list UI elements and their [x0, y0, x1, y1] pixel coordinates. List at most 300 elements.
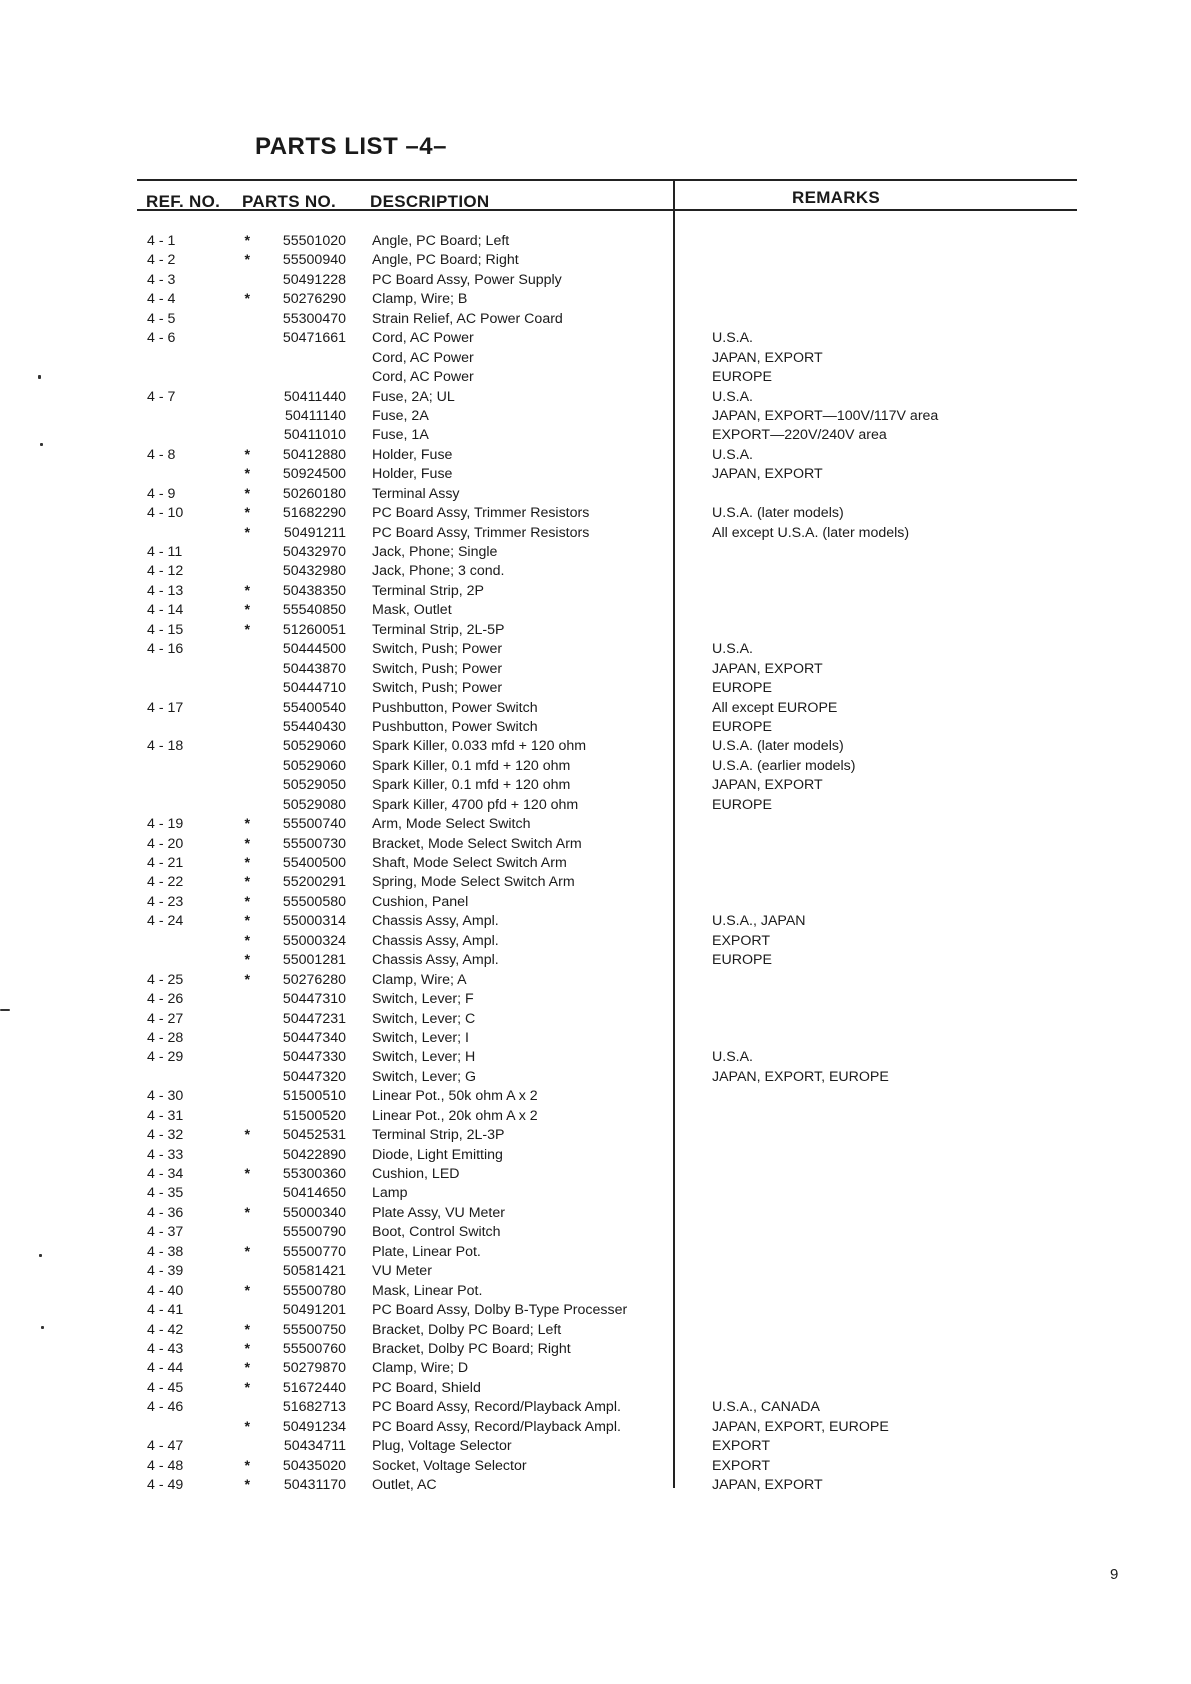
new-part-marker: * [244, 835, 250, 852]
remarks-cell: U.S.A. (earlier models) [712, 757, 856, 774]
description-cell: Spark Killer, 4700 pfd + 120 ohm [372, 796, 579, 813]
ref-no-cell: 4 - 11 [147, 544, 183, 560]
table-row [0, 426, 1191, 445]
parts-no-cell: 51682713 [282, 1399, 346, 1416]
parts-no-cell: 55500770 [282, 1243, 346, 1260]
new-part-marker: * [244, 524, 250, 541]
description-cell: Pushbutton, Power Switch [372, 699, 538, 716]
description-cell: Strain Relief, AC Power Coard [372, 310, 563, 327]
parts-no-cell: 50432980 [282, 563, 346, 580]
new-part-marker: * [244, 485, 250, 502]
table-row [0, 271, 1191, 290]
ref-no-cell: 4 - 49 [147, 1477, 184, 1493]
ref-no-cell: 4 - 7 [147, 388, 176, 405]
description-cell: Linear Pot., 50k ohm A x 2 [372, 1088, 538, 1105]
parts-no-cell: 50447330 [282, 1049, 346, 1066]
description-cell: Plate Assy, VU Meter [372, 1204, 505, 1221]
remarks-cell: EXPORT [712, 932, 771, 949]
new-part-marker: * [244, 1340, 250, 1357]
description-cell: Cushion, LED [372, 1166, 460, 1182]
table-row [0, 582, 1191, 601]
new-part-marker: * [244, 1457, 250, 1474]
description-cell: Holder, Fuse [372, 446, 453, 463]
table-row [0, 388, 1191, 407]
scan-speck [41, 1326, 44, 1329]
table-row [0, 990, 1191, 1009]
description-cell: Switch, Lever; H [372, 1049, 476, 1066]
parts-no-cell: 55500580 [282, 893, 346, 910]
ref-no-cell: 4 - 32 [147, 1127, 184, 1144]
new-part-marker: * [244, 291, 250, 308]
ref-no-cell: 4 - 18 [147, 738, 184, 755]
parts-no-cell: 50529050 [282, 777, 346, 794]
description-cell: Spark Killer, 0.1 mfd + 120 ohm [372, 757, 571, 774]
parts-no-cell: 55300470 [282, 310, 346, 327]
new-part-marker: * [244, 602, 250, 619]
description-cell: Chassis Assy, Ampl. [372, 952, 499, 969]
description-cell: Clamp, Wire; A [372, 971, 467, 988]
table-row [0, 349, 1191, 368]
description-cell: Fuse, 1A [372, 427, 429, 444]
parts-no-cell: 50447340 [282, 1029, 346, 1046]
parts-no-cell: 55500730 [282, 835, 346, 852]
table-row [0, 1262, 1191, 1281]
table-row [0, 815, 1191, 834]
table-row [0, 679, 1191, 698]
new-part-marker: * [244, 252, 250, 269]
remarks-cell: EXPORT—220V/240V area [712, 427, 887, 444]
table-row [0, 232, 1191, 251]
parts-no-cell: 55400500 [282, 855, 346, 871]
parts-no-cell: 51260051 [282, 621, 346, 638]
parts-no-cell: 55000314 [282, 913, 346, 930]
scan-speck [40, 443, 43, 446]
parts-no-cell: 50431170 [283, 1477, 346, 1493]
remarks-cell: EUROPE [712, 952, 772, 969]
ref-no-cell: 4 - 15 [147, 621, 184, 638]
remarks-cell: JAPAN, EXPORT [712, 777, 823, 794]
table-row [0, 601, 1191, 620]
table-row [0, 776, 1191, 795]
scan-speck [38, 375, 41, 379]
table-row [0, 1340, 1191, 1359]
description-cell: Holder, Fuse [372, 466, 453, 483]
description-cell: Mask, Outlet [372, 602, 452, 619]
ref-no-cell: 4 - 45 [147, 1379, 184, 1396]
description-cell: PC Board Assy, Trimmer Resistors [372, 524, 590, 541]
table-row [0, 854, 1191, 873]
new-part-marker: * [244, 874, 250, 891]
parts-no-cell: 50452531 [282, 1127, 346, 1144]
table-row [0, 1437, 1191, 1456]
table-row [0, 718, 1191, 737]
ref-no-cell: 4 - 20 [147, 835, 184, 852]
parts-no-cell: 55500780 [282, 1282, 346, 1299]
parts-no-cell: 50411010 [283, 427, 346, 444]
description-cell: Switch, Lever; F [372, 991, 474, 1008]
description-cell: Angle, PC Board; Left [372, 233, 510, 249]
parts-no-cell: 55501020 [282, 233, 346, 249]
table-row [0, 951, 1191, 970]
remarks-cell: EXPORT [712, 1438, 771, 1455]
table-row [0, 1184, 1191, 1203]
ref-no-cell: 4 - 40 [147, 1282, 184, 1299]
table-row [0, 932, 1191, 951]
parts-no-cell: 50924500 [282, 466, 346, 483]
ref-no-cell: 4 - 23 [147, 893, 184, 910]
new-part-marker: * [244, 621, 250, 638]
remarks-cell: EUROPE [712, 369, 772, 386]
description-cell: Angle, PC Board; Right [372, 252, 519, 269]
parts-no-cell: 50529080 [282, 796, 346, 813]
table-row [0, 1223, 1191, 1242]
ref-no-cell: 4 - 16 [147, 641, 184, 658]
ref-no-cell: 4 - 43 [147, 1340, 184, 1357]
description-cell: Clamp, Wire; B [372, 291, 468, 308]
description-cell: Socket, Voltage Selector [372, 1457, 527, 1474]
parts-no-cell: 50447320 [282, 1068, 346, 1085]
table-row [0, 1087, 1191, 1106]
ref-no-cell: 4 - 13 [147, 582, 184, 599]
table-row [0, 621, 1191, 640]
new-part-marker: * [244, 816, 250, 833]
table-top-rule [137, 179, 1077, 181]
table-row [0, 1029, 1191, 1048]
description-cell: Mask, Linear Pot. [372, 1282, 483, 1299]
table-row [0, 1379, 1191, 1398]
table-row [0, 893, 1191, 912]
parts-no-cell: 50438350 [282, 582, 346, 599]
parts-no-cell: 55000340 [282, 1204, 346, 1221]
ref-no-cell: 4 - 10 [147, 505, 184, 522]
description-cell: Cord, AC Power [372, 330, 474, 347]
column-header-parts-no: PARTS NO. [242, 192, 337, 211]
ref-no-cell: 4 - 33 [147, 1146, 184, 1163]
ref-no-cell: 4 - 47 [147, 1438, 184, 1455]
ref-no-cell: 4 - 1 [147, 233, 176, 249]
ref-no-cell: 4 - 12 [147, 563, 184, 580]
new-part-marker: * [244, 1360, 250, 1377]
remarks-cell: All except EUROPE [712, 699, 838, 716]
ref-no-cell: 4 - 3 [147, 271, 176, 288]
parts-no-cell: 55500790 [282, 1224, 346, 1241]
table-row [0, 329, 1191, 348]
description-cell: Spring, Mode Select Switch Arm [372, 874, 575, 891]
remarks-cell: U.S.A. (later models) [712, 505, 844, 522]
remarks-cell: U.S.A. [712, 446, 753, 463]
remarks-cell: EUROPE [712, 680, 772, 697]
parts-no-cell: 50260180 [282, 485, 346, 502]
table-row [0, 1301, 1191, 1320]
parts-no-cell: 50491228 [282, 271, 346, 288]
remarks-cell: U.S.A. [712, 641, 753, 658]
description-cell: Switch, Lever; C [372, 1010, 476, 1027]
table-row [0, 660, 1191, 679]
remarks-cell: JAPAN, EXPORT, EUROPE [712, 1068, 889, 1085]
table-row [0, 1243, 1191, 1262]
parts-no-cell: 50444710 [282, 680, 346, 697]
ref-no-cell: 4 - 21 [147, 855, 184, 871]
table-row [0, 1282, 1191, 1301]
parts-no-cell: 51682290 [282, 505, 346, 522]
ref-no-cell: 4 - 31 [147, 1107, 184, 1124]
remarks-cell: U.S.A. [712, 1049, 753, 1066]
parts-no-cell: 51500520 [282, 1107, 346, 1124]
remarks-cell: JAPAN, EXPORT [712, 349, 823, 366]
table-row [0, 310, 1191, 329]
description-cell: Chassis Assy, Ampl. [372, 913, 499, 930]
table-row [0, 971, 1191, 990]
table-row [0, 873, 1191, 892]
description-cell: PC Board Assy, Record/Playback Ampl. [372, 1399, 621, 1416]
ref-no-cell: 4 - 37 [147, 1224, 184, 1241]
new-part-marker: * [244, 1166, 250, 1182]
ref-no-cell: 4 - 22 [147, 874, 184, 891]
description-cell: PC Board Assy, Dolby B-Type Processer [372, 1302, 628, 1319]
parts-no-cell: 50443870 [282, 660, 346, 677]
remarks-cell: EXPORT [712, 1457, 771, 1474]
description-cell: Switch, Lever; I [372, 1029, 469, 1046]
table-row [0, 1204, 1191, 1223]
remarks-cell: JAPAN, EXPORT [712, 660, 823, 677]
remarks-cell: EUROPE [712, 718, 772, 735]
parts-no-cell: 50432970 [282, 544, 346, 560]
new-part-marker: * [244, 582, 250, 599]
ref-no-cell: 4 - 28 [147, 1029, 184, 1046]
remarks-cell: EUROPE [712, 796, 772, 813]
column-header-description: DESCRIPTION [370, 192, 490, 211]
remarks-cell: U.S.A. [712, 388, 753, 405]
parts-no-cell: 51500510 [282, 1088, 346, 1105]
ref-no-cell: 4 - 25 [147, 971, 184, 988]
ref-no-cell: 4 - 36 [147, 1204, 184, 1221]
remarks-cell: All except U.S.A. (later models) [712, 524, 910, 541]
description-cell: PC Board Assy, Power Supply [372, 271, 562, 288]
parts-no-cell: 55001281 [282, 952, 346, 969]
ref-no-cell: 4 - 14 [147, 602, 184, 619]
table-row [0, 1107, 1191, 1126]
ref-no-cell: 4 - 9 [147, 485, 176, 502]
parts-no-cell: 50447310 [282, 991, 346, 1008]
table-row [0, 912, 1191, 931]
ref-no-cell: 4 - 17 [147, 699, 184, 716]
parts-no-cell: 50529060 [282, 757, 346, 774]
description-cell: Pushbutton, Power Switch [372, 718, 538, 735]
table-row [0, 1126, 1191, 1145]
table-row [0, 290, 1191, 309]
new-part-marker: * [244, 233, 250, 249]
description-cell: Terminal Assy [372, 485, 460, 502]
parts-no-cell: 50411140 [284, 407, 346, 424]
description-cell: Spark Killer, 0.033 mfd + 120 ohm [372, 738, 587, 755]
description-cell: Clamp, Wire; D [372, 1360, 469, 1377]
column-header-ref-no: REF. NO. [146, 192, 221, 211]
description-cell: Spark Killer, 0.1 mfd + 120 ohm [372, 777, 571, 794]
ref-no-cell: 4 - 46 [147, 1399, 184, 1416]
remarks-cell: U.S.A. [712, 330, 753, 347]
table-row [0, 1010, 1191, 1029]
parts-no-cell: 50412880 [282, 446, 346, 463]
ref-no-cell: 4 - 42 [147, 1321, 184, 1338]
description-cell: Boot, Control Switch [372, 1224, 501, 1241]
description-cell: Diode, Light Emitting [372, 1146, 503, 1163]
description-cell: Terminal Strip, 2L-5P [372, 621, 505, 638]
new-part-marker: * [244, 1379, 250, 1396]
description-cell: Cord, AC Power [372, 349, 474, 366]
description-cell: Terminal Strip, 2L-3P [372, 1127, 505, 1144]
table-row [0, 1476, 1191, 1495]
description-cell: Arm, Mode Select Switch [372, 816, 531, 833]
new-part-marker: * [244, 952, 250, 969]
parts-no-cell: 50491234 [282, 1418, 346, 1435]
ref-no-cell: 4 - 26 [147, 991, 184, 1008]
table-row [0, 465, 1191, 484]
table-row [0, 640, 1191, 659]
page-number: 9 [1110, 1566, 1119, 1583]
ref-no-cell: 4 - 8 [147, 446, 176, 463]
ref-no-cell: 4 - 38 [147, 1243, 184, 1260]
parts-no-cell: 50529060 [282, 738, 346, 755]
description-cell: VU Meter [372, 1263, 432, 1280]
parts-no-cell: 50471661 [282, 330, 346, 347]
table-row [0, 543, 1191, 562]
parts-no-cell: 50447231 [282, 1010, 346, 1027]
new-part-marker: * [244, 446, 250, 463]
description-cell: PC Board, Shield [372, 1379, 481, 1396]
parts-no-cell: 50411440 [283, 388, 346, 405]
remarks-cell: JAPAN, EXPORT [712, 466, 823, 483]
new-part-marker: * [244, 505, 250, 522]
ref-no-cell: 4 - 41 [147, 1302, 184, 1319]
page-title: PARTS LIST –4– [255, 133, 447, 160]
table-row [0, 1418, 1191, 1437]
remarks-cell: U.S.A., JAPAN [712, 913, 806, 930]
table-row [0, 562, 1191, 581]
parts-no-cell: 55540850 [282, 602, 346, 619]
description-cell: Bracket, Dolby PC Board; Right [372, 1340, 571, 1357]
scan-speck [0, 1009, 10, 1011]
description-cell: Outlet, AC [372, 1477, 437, 1493]
parts-no-cell: 50414650 [282, 1185, 346, 1202]
table-row [0, 407, 1191, 426]
remarks-cell: JAPAN, EXPORT—100V/117V area [712, 407, 939, 424]
description-cell: Bracket, Dolby PC Board; Left [372, 1321, 562, 1338]
description-cell: Lamp [372, 1185, 408, 1202]
ref-no-cell: 4 - 6 [147, 330, 176, 347]
parts-no-cell: 50276280 [282, 971, 346, 988]
parts-no-cell: 55440430 [282, 718, 346, 735]
parts-no-cell: 50279870 [282, 1360, 346, 1377]
description-cell: Switch, Lever; G [372, 1068, 477, 1085]
ref-no-cell: 4 - 19 [147, 816, 184, 833]
parts-no-cell: 55000324 [282, 932, 346, 949]
description-cell: Switch, Push; Power [372, 660, 503, 677]
parts-no-cell: 55400540 [282, 699, 346, 716]
new-part-marker: * [244, 913, 250, 930]
table-row [0, 757, 1191, 776]
parts-no-cell: 55500740 [282, 816, 346, 833]
parts-no-cell: 50422890 [282, 1146, 346, 1163]
parts-no-cell: 50276290 [282, 291, 346, 308]
table-row [0, 1359, 1191, 1378]
table-row [0, 699, 1191, 718]
parts-no-cell: 50491211 [283, 524, 346, 541]
table-row [0, 1048, 1191, 1067]
new-part-marker: * [244, 932, 250, 949]
description-cell: Fuse, 2A; UL [372, 388, 455, 405]
table-row [0, 1398, 1191, 1417]
ref-no-cell: 4 - 48 [147, 1457, 184, 1474]
parts-no-cell: 55500760 [282, 1340, 346, 1357]
ref-no-cell: 4 - 2 [147, 252, 176, 269]
remarks-cell: JAPAN, EXPORT, EUROPE [712, 1418, 889, 1435]
new-part-marker: * [244, 1127, 250, 1144]
description-cell: Plate, Linear Pot. [372, 1243, 481, 1260]
new-part-marker: * [244, 1282, 250, 1299]
ref-no-cell: 4 - 27 [147, 1010, 184, 1027]
new-part-marker: * [244, 466, 250, 483]
table-row [0, 835, 1191, 854]
parts-no-cell: 55500940 [282, 252, 346, 269]
description-cell: Plug, Voltage Selector [372, 1438, 512, 1455]
description-cell: Fuse, 2A [372, 407, 429, 424]
table-row [0, 368, 1191, 387]
description-cell: Linear Pot., 20k ohm A x 2 [372, 1107, 538, 1124]
column-header-remarks: REMARKS [792, 188, 881, 207]
description-cell: Jack, Phone; Single [372, 544, 498, 560]
new-part-marker: * [244, 1321, 250, 1338]
parts-no-cell: 50444500 [282, 641, 346, 658]
description-cell: Switch, Push; Power [372, 680, 503, 697]
description-cell: Switch, Push; Power [372, 641, 503, 658]
table-row [0, 1165, 1191, 1184]
table-row [0, 446, 1191, 465]
remarks-cell: U.S.A., CANADA [712, 1399, 821, 1416]
ref-no-cell: 4 - 29 [147, 1049, 184, 1066]
parts-no-cell: 50434711 [283, 1438, 346, 1455]
table-row [0, 504, 1191, 523]
ref-no-cell: 4 - 4 [147, 291, 176, 308]
ref-no-cell: 4 - 30 [147, 1088, 184, 1105]
parts-no-cell: 55200291 [282, 874, 346, 891]
new-part-marker: * [244, 1243, 250, 1260]
parts-no-cell: 50435020 [282, 1457, 346, 1474]
ref-no-cell: 4 - 5 [147, 310, 176, 327]
new-part-marker: * [244, 1204, 250, 1221]
ref-no-cell: 4 - 44 [147, 1360, 184, 1377]
ref-no-cell: 4 - 39 [147, 1263, 184, 1280]
remarks-cell: U.S.A. (later models) [712, 738, 844, 755]
table-row [0, 1146, 1191, 1165]
table-row [0, 485, 1191, 504]
scan-speck [39, 1254, 42, 1257]
remarks-cell: JAPAN, EXPORT [712, 1477, 823, 1493]
table-row [0, 1457, 1191, 1476]
description-cell: Cord, AC Power [372, 369, 474, 386]
description-cell: Jack, Phone; 3 cond. [372, 563, 505, 580]
parts-no-cell: 55500750 [282, 1321, 346, 1338]
parts-table-body [0, 232, 1191, 1495]
parts-no-cell: 50581421 [282, 1263, 346, 1280]
table-row [0, 1321, 1191, 1340]
ref-no-cell: 4 - 35 [147, 1185, 184, 1202]
description-cell: Bracket, Mode Select Switch Arm [372, 835, 582, 852]
table-row [0, 737, 1191, 756]
description-cell: Terminal Strip, 2P [372, 582, 484, 599]
parts-no-cell: 51672440 [282, 1379, 346, 1396]
table-row [0, 524, 1191, 543]
table-row [0, 1068, 1191, 1087]
